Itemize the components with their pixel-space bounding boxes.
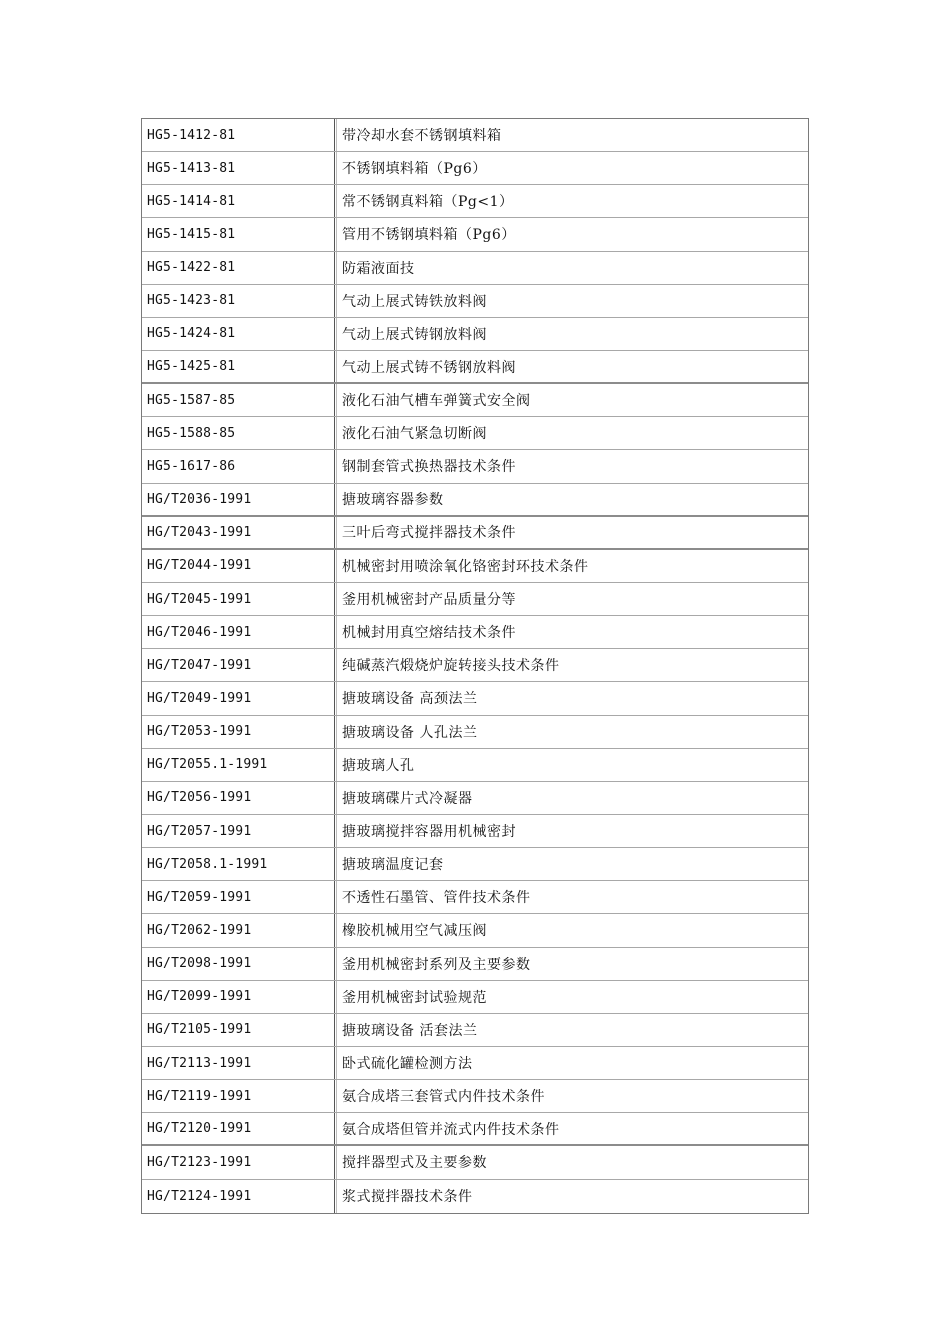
table-row	[142, 749, 808, 782]
table-row	[142, 848, 808, 881]
table-row	[142, 318, 808, 351]
standard-title: 常不锈钢真料箱（Pg<1）	[336, 185, 808, 217]
standard-title: 氨合成塔但管并流式内件技术条件	[336, 1113, 808, 1144]
table-row	[142, 119, 808, 152]
standard-code: HG/T2043-1991	[142, 517, 335, 548]
standard-title: 气动上展式铸不锈钢放料阀	[336, 351, 808, 382]
standard-title: 搪玻璃设备 高颈法兰	[336, 682, 808, 714]
table-row	[142, 384, 808, 417]
standard-title: 搪玻璃搅拌容器用机械密封	[336, 815, 808, 847]
standard-title: 氨合成塔三套管式内件技术条件	[336, 1080, 808, 1112]
table-row	[142, 484, 808, 517]
table-row	[142, 285, 808, 318]
standard-title: 浆式搅拌器技术条件	[336, 1180, 808, 1213]
table-row	[142, 417, 808, 450]
standard-title: 带冷却水套不锈钢填料箱	[336, 119, 808, 151]
standard-code: HG/T2123-1991	[142, 1146, 335, 1178]
table-row	[142, 1080, 808, 1113]
standard-title: 釜用机械密封试验规范	[336, 981, 808, 1013]
standard-code: HG5-1412-81	[142, 119, 335, 151]
standard-title: 釜用机械密封产品质量分等	[336, 583, 808, 615]
standard-title: 搪玻璃碟片式冷凝器	[336, 782, 808, 814]
table-row	[142, 1047, 808, 1080]
standard-code: HG5-1423-81	[142, 285, 335, 317]
table-row	[142, 1113, 808, 1146]
standard-code: HG5-1424-81	[142, 318, 335, 350]
standard-title: 三叶后弯式搅拌器技术条件	[336, 517, 808, 548]
standard-code: HG/T2120-1991	[142, 1113, 335, 1144]
standard-title: 搪玻璃温度记套	[336, 848, 808, 880]
standard-code: HG5-1422-81	[142, 252, 335, 284]
standard-title: 搪玻璃人孔	[336, 749, 808, 781]
standard-title: 气动上展式铸铁放料阀	[336, 285, 808, 317]
standard-code: HG/T2046-1991	[142, 616, 335, 648]
standard-code: HG5-1588-85	[142, 417, 335, 449]
table-row	[142, 1180, 808, 1213]
standard-code: HG/T2047-1991	[142, 649, 335, 681]
standard-title: 纯碱蒸汽煅烧炉旋转接头技术条件	[336, 649, 808, 681]
standard-title: 不锈钢填料箱（Pg6）	[336, 152, 808, 184]
standard-title: 机械密封用喷涂氧化铬密封环技术条件	[336, 550, 808, 582]
table-row	[142, 1146, 808, 1179]
standard-code: HG5-1413-81	[142, 152, 335, 184]
table-row	[142, 152, 808, 185]
table-row	[142, 716, 808, 749]
standard-title: 搪玻璃设备 活套法兰	[336, 1014, 808, 1046]
table-row	[142, 517, 808, 550]
standard-code: HG/T2044-1991	[142, 550, 335, 582]
standard-title: 钢制套管式换热器技术条件	[336, 450, 808, 482]
standard-title: 卧式硫化罐检测方法	[336, 1047, 808, 1079]
standard-code: HG5-1414-81	[142, 185, 335, 217]
table-row	[142, 351, 808, 384]
table-row	[142, 252, 808, 285]
standard-code: HG5-1425-81	[142, 351, 335, 382]
standard-title: 搪玻璃容器参数	[336, 484, 808, 515]
table-row	[142, 782, 808, 815]
standard-code: HG/T2055.1-1991	[142, 749, 335, 781]
standard-title: 搪玻璃设备 人孔法兰	[336, 716, 808, 748]
standard-code: HG/T2045-1991	[142, 583, 335, 615]
table-row	[142, 881, 808, 914]
standard-code: HG/T2113-1991	[142, 1047, 335, 1079]
table-row	[142, 550, 808, 583]
standard-title: 釜用机械密封系列及主要参数	[336, 948, 808, 980]
standard-code: HG5-1415-81	[142, 218, 335, 250]
standard-title: 管用不锈钢填料箱（Pg6）	[336, 218, 808, 250]
standard-code: HG/T2062-1991	[142, 914, 335, 946]
table-row	[142, 583, 808, 616]
standard-code: HG5-1587-85	[142, 384, 335, 416]
table-row	[142, 682, 808, 715]
table-row	[142, 815, 808, 848]
standard-code: HG/T2105-1991	[142, 1014, 335, 1046]
standard-title: 橡胶机械用空气减压阀	[336, 914, 808, 946]
table-row	[142, 981, 808, 1014]
standard-code: HG/T2124-1991	[142, 1180, 335, 1213]
standard-code: HG/T2099-1991	[142, 981, 335, 1013]
standard-code: HG/T2056-1991	[142, 782, 335, 814]
table-row	[142, 914, 808, 947]
standard-code: HG5-1617-86	[142, 450, 335, 482]
standard-code: HG/T2119-1991	[142, 1080, 335, 1112]
standards-table	[141, 118, 809, 1214]
table-row	[142, 948, 808, 981]
standard-code: HG/T2057-1991	[142, 815, 335, 847]
table-row	[142, 450, 808, 483]
standard-title: 搅拌器型式及主要参数	[336, 1146, 808, 1178]
standard-title: 气动上展式铸钢放料阀	[336, 318, 808, 350]
standard-code: HG/T2098-1991	[142, 948, 335, 980]
standard-code: HG/T2059-1991	[142, 881, 335, 913]
standard-title: 不透性石墨管、管件技术条件	[336, 881, 808, 913]
standard-title: 机械封用真空熔结技术条件	[336, 616, 808, 648]
standard-title: 防霜液面技	[336, 252, 808, 284]
table-row	[142, 185, 808, 218]
standard-title: 液化石油气槽车弹簧式安全阀	[336, 384, 808, 416]
table-row	[142, 1014, 808, 1047]
standard-code: HG/T2036-1991	[142, 484, 335, 515]
standard-code: HG/T2049-1991	[142, 682, 335, 714]
standard-code: HG/T2053-1991	[142, 716, 335, 748]
standard-code: HG/T2058.1-1991	[142, 848, 335, 880]
table-row	[142, 218, 808, 251]
table-row	[142, 616, 808, 649]
standard-title: 液化石油气紧急切断阀	[336, 417, 808, 449]
table-row	[142, 649, 808, 682]
